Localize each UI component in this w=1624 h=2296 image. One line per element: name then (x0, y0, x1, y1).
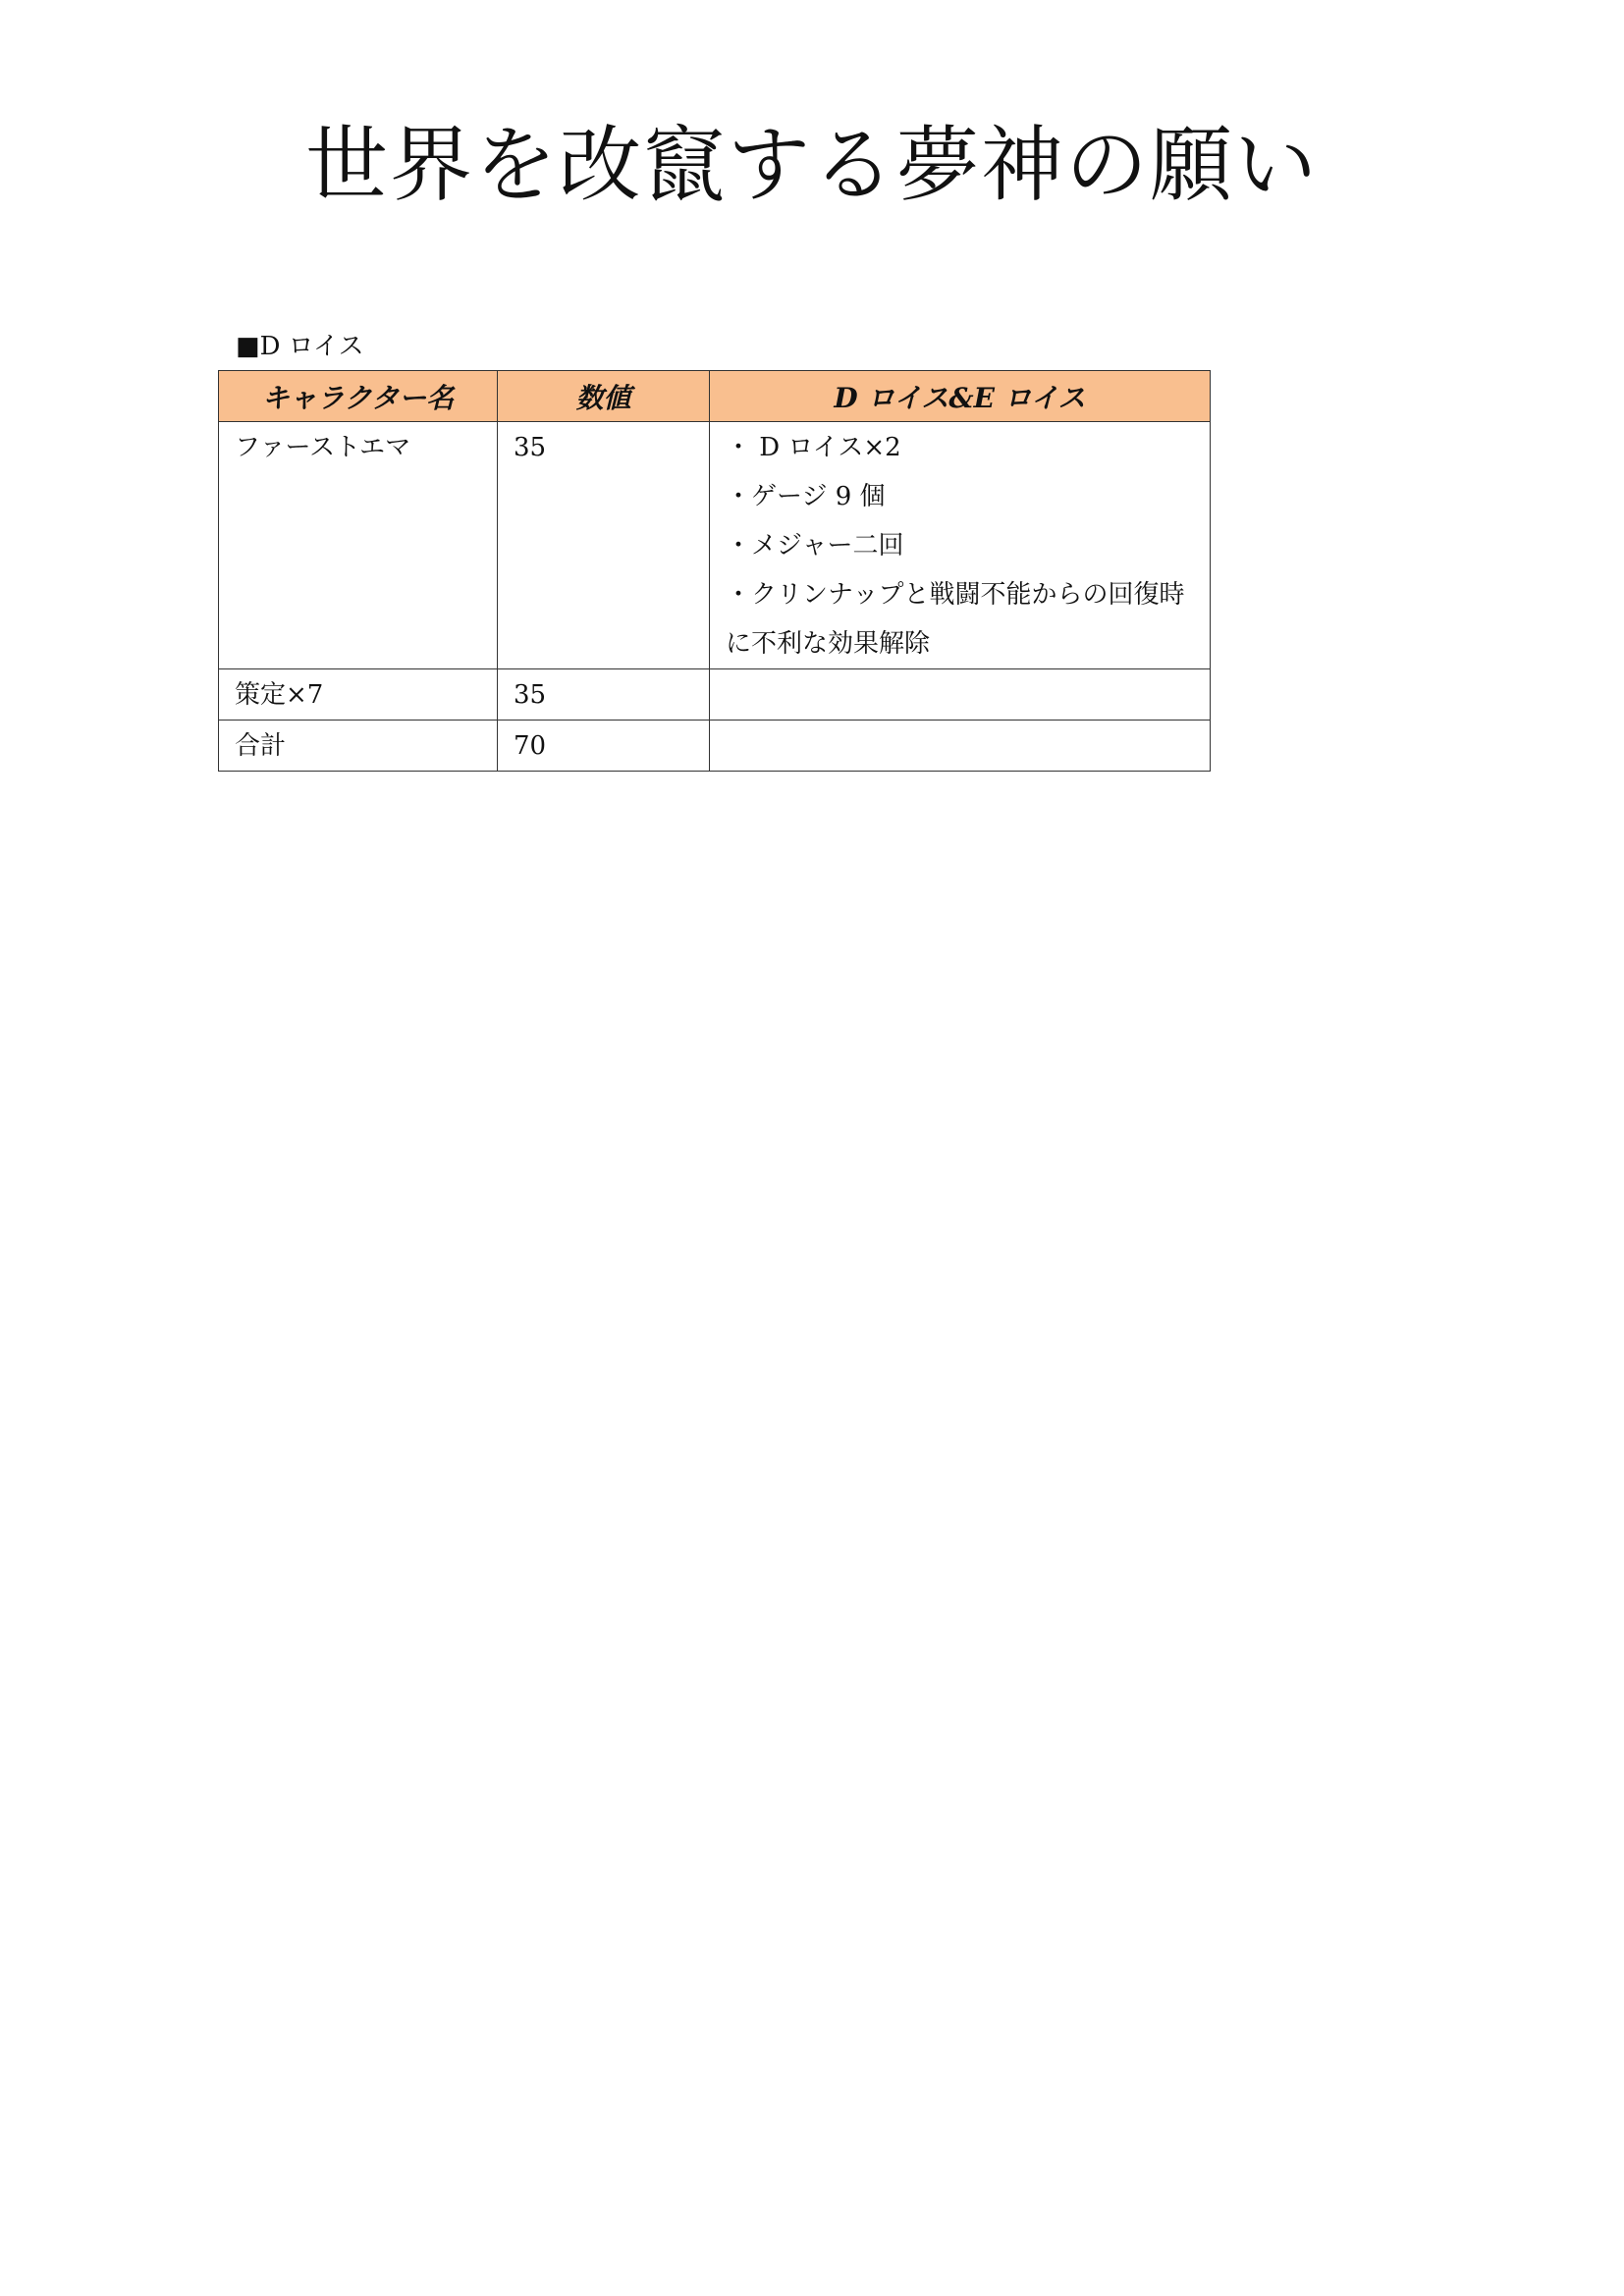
document-title: 世界を改竄する夢神の願い (304, 117, 1319, 213)
cell-character-name: 策定×7 (219, 669, 498, 721)
table-header-row (219, 371, 1211, 422)
effect-item: ・ D ロイス×2 (726, 433, 901, 462)
cell-value: 35 (498, 669, 710, 721)
cell-value: 35 (498, 422, 710, 669)
table-row (219, 721, 1211, 772)
cell-effects (710, 669, 1211, 721)
cell-effects (710, 721, 1211, 772)
header-lois: D ロイス&E ロイス (710, 371, 1211, 422)
table-row (219, 669, 1211, 721)
cell-character-name: ファーストエマ (219, 422, 498, 669)
effects-list (726, 423, 1194, 668)
cell-effects (710, 422, 1211, 669)
cell-value: 70 (498, 721, 710, 772)
header-character-name: キャラクター名 (219, 371, 498, 422)
table-row (219, 422, 1211, 669)
effect-item: ・メジャー二回 (726, 531, 904, 561)
section-label: ■D ロイス (236, 332, 364, 361)
effect-item: ・クリンナップと戦闘不能からの回復時に不利な効果解除 (726, 580, 1185, 659)
d-lois-table (218, 370, 1211, 772)
cell-character-name: 合計 (219, 721, 498, 772)
effect-item: ・ゲージ 9 個 (726, 482, 886, 511)
header-value: 数値 (498, 371, 710, 422)
